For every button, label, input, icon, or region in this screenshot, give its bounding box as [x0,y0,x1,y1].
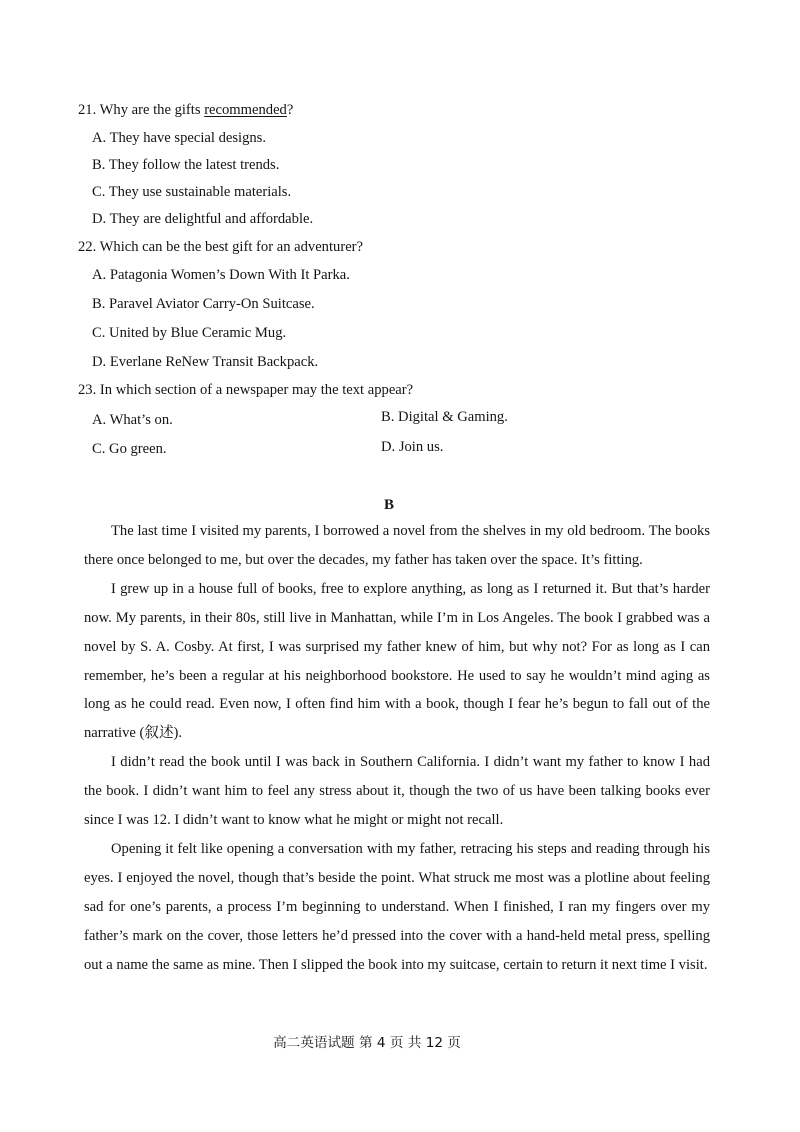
question-22: 22. Which can be the best gift for an adventurer? [78,239,364,255]
question-23: 23. In which section of a newspaper may the text appear? [78,382,414,398]
question-21 [78,102,293,119]
question-21-underlined-word: recommended [204,102,287,118]
question-22-option-d: D. Everlane ReNew Transit Backpack. [92,354,319,370]
reading-passage [84,517,710,980]
question-21-option-d: D. They are delightful and affordable. [92,211,314,227]
question-22-option-a: A. Patagonia Women’s Down With It Parka. [92,267,350,283]
question-21-stem-suffix: ? [286,102,294,118]
section-title: B [383,497,394,513]
question-22-option-b: B. Paravel Aviator Carry-On Suitcase. [92,296,315,312]
passage-paragraph-3: I didn’t read the book until I was back in Southern California. I didn’t want my father to know I had the book. I didn’t want him to feel any stress about it, though the two of us have been talking books ever since I was 12. I didn’t want to know what he might or might not recall. [84,754,710,829]
question-21-option-b: B. They follow the latest trends. [92,157,280,173]
passage-paragraph-1: The last time I visited my parents, I borrowed a novel from the shelves in my old bedroom. The books there once belonged to me, but over the decades, my father has taken over the space. It’s fitting. [84,523,710,568]
question-21-stem-prefix: 21. Why are the gifts [78,102,205,118]
passage-paragraph-4: Opening it felt like opening a conversation with my father, retracing his steps and reading through his eyes. I enjoyed the novel, though that’s beside the point. What struck me most was a plotline about feeling sad for one’s parents, a process I’m beginning to understand. When I finished, I ran my fingers over my father’s mark on the cover, those letters he’d pressed into the cover with a hand-held metal press, spelling out a name the same as mine. Then I slipped the book into my suitcase, certain to return it next time I visit. [84,840,710,973]
question-23-option-d: D. Join us. [381,439,444,455]
passage-paragraph-2: I grew up in a house full of books, free to explore anything, as long as I returned it. But that’s harder now. My parents, in their 80s, still live in Manhattan, while I’m in Los Angeles. The book I grabbed was a novel by S. A. Cosby. At first, I was surprised my father knew of him, but why not? For as long as I can remember, he’s been a regular at his neighborhood bookstore. He used to say he wouldn’t mind aging as long as he could read. Even now, I often find him with a book, though I fear he’s begun to fall out of the narrative (叙述). [84,580,710,742]
question-21-option-c: C. They use sustainable materials. [92,184,292,200]
question-21-option-a: A. They have special designs. [92,130,266,146]
question-23-option-a: A. What’s on. [92,412,173,428]
question-23-option-c: C. Go green. [92,441,167,457]
question-23-option-b: B. Digital & Gaming. [381,409,508,425]
question-22-option-c: C. United by Blue Ceramic Mug. [92,325,287,341]
page-footer: 高二英语试题 第 4 页 共 12 页 [273,1035,461,1051]
